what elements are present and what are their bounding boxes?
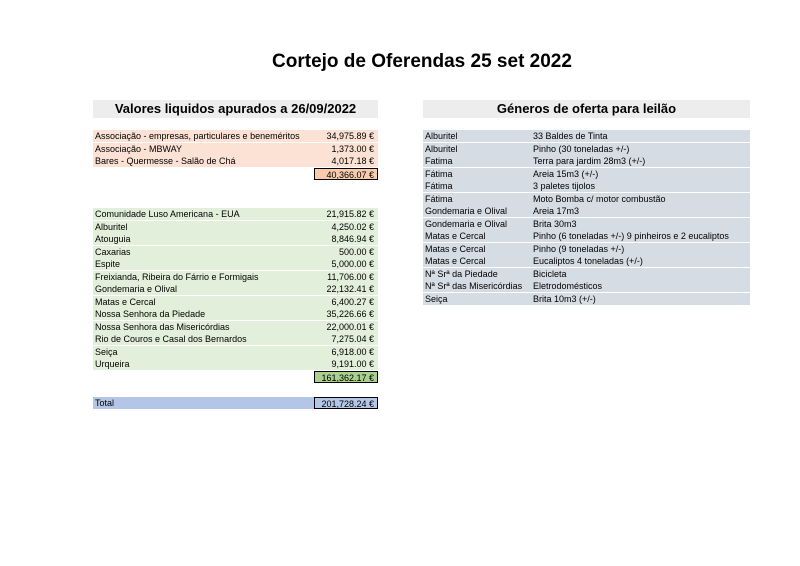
goods-place: Seiça bbox=[425, 293, 448, 304]
goods-row bbox=[423, 205, 750, 217]
place-row bbox=[93, 221, 378, 233]
association-row bbox=[93, 155, 378, 167]
place-value: 6,918.00 € bbox=[331, 346, 374, 357]
goods-item: Eletrodomésticos bbox=[533, 281, 603, 291]
goods-row bbox=[423, 130, 750, 142]
goods-place: Matas e Cercal bbox=[425, 256, 486, 266]
place-value: 500.00 € bbox=[338, 246, 374, 257]
goods-item: Terra para jardim 28m3 (+/-) bbox=[533, 156, 646, 166]
place-value: 22,132.41 € bbox=[326, 284, 374, 294]
goods-row bbox=[423, 230, 750, 242]
association-row bbox=[93, 143, 378, 155]
place-row bbox=[93, 233, 378, 245]
goods-item: Pinho (6 toneladas +/-) 9 pinheiros e 2 eucaliptos bbox=[533, 231, 729, 241]
place-row bbox=[93, 333, 378, 345]
place-value: 5,000.00 € bbox=[331, 259, 374, 269]
place-value: 9,191.00 € bbox=[331, 359, 374, 369]
goods-row bbox=[423, 180, 750, 192]
goods-row bbox=[423, 193, 750, 205]
association-label: Bares - Quermesse - Salão de Chá bbox=[95, 156, 236, 166]
association-value: 4,017.18 € bbox=[331, 156, 374, 166]
left-section-header: Valores liquidos apurados a 26/09/2022 bbox=[93, 100, 378, 118]
associations-subtotal: 40,366.07 € bbox=[314, 168, 378, 180]
place-row bbox=[93, 296, 378, 308]
goods-item: Eucaliptos 4 toneladas (+/-) bbox=[533, 256, 643, 266]
goods-row bbox=[423, 218, 750, 230]
goods-place: Fátima bbox=[425, 168, 453, 179]
goods-place: Gondemaria e Olival bbox=[425, 206, 508, 216]
place-label: Comunidade Luso Americana - EUA bbox=[95, 209, 240, 219]
place-value: 11,706.00 € bbox=[327, 271, 374, 282]
place-row bbox=[93, 321, 378, 333]
places-subtotal: 161,362.17 € bbox=[314, 371, 378, 383]
place-label: Caxarias bbox=[95, 246, 131, 257]
goods-item: 33 Baldes de Tinta bbox=[533, 131, 608, 141]
place-label: Matas e Cercal bbox=[95, 296, 156, 307]
goods-place: Fátima bbox=[425, 181, 453, 191]
place-label: Rio de Couros e Casal dos Bernardos bbox=[95, 334, 247, 344]
place-value: 4,250.02 € bbox=[331, 221, 374, 232]
place-label: Seiça bbox=[95, 346, 118, 357]
association-label: Associação - MBWAY bbox=[95, 143, 183, 154]
goods-item: Brita 10m3 (+/-) bbox=[533, 293, 596, 304]
association-value: 34,975.89 € bbox=[326, 131, 374, 141]
place-row bbox=[93, 308, 378, 320]
place-label: Atouguia bbox=[95, 234, 131, 244]
goods-row bbox=[423, 143, 750, 155]
goods-place: Matas e Cercal bbox=[425, 243, 486, 254]
place-value: 6,400.27 € bbox=[331, 296, 374, 307]
place-value: 8,846.94 € bbox=[331, 234, 374, 244]
place-row bbox=[93, 358, 378, 370]
place-value: 21,915.82 € bbox=[326, 209, 374, 219]
goods-row bbox=[423, 280, 750, 292]
total-value: 201,728.24 € bbox=[314, 397, 378, 409]
goods-item: Pinho (9 toneladas +/-) bbox=[533, 243, 625, 254]
goods-item: Pinho (30 toneladas +/-) bbox=[533, 143, 630, 154]
goods-row bbox=[423, 155, 750, 167]
place-label: Alburitel bbox=[95, 221, 128, 232]
place-row bbox=[93, 208, 378, 220]
place-label: Freixianda, Ribeira do Fárrio e Formigais bbox=[95, 271, 259, 282]
goods-place: Fátima bbox=[425, 193, 453, 204]
place-value: 22,000.01 € bbox=[326, 321, 374, 332]
goods-row bbox=[423, 255, 750, 267]
goods-place: Nª Srª da Piedade bbox=[425, 268, 498, 279]
total-label: Total bbox=[95, 398, 115, 408]
place-value: 7,275.04 € bbox=[331, 334, 374, 344]
place-label: Urqueira bbox=[95, 359, 130, 369]
goods-place: Alburitel bbox=[425, 131, 458, 141]
place-label: Nossa Senhora das Misericórdias bbox=[95, 321, 230, 332]
goods-place: Gondemaria e Olival bbox=[425, 218, 508, 229]
goods-item: Areia 17m3 bbox=[533, 206, 580, 216]
goods-place: Matas e Cercal bbox=[425, 231, 486, 241]
goods-item: Bicicleta bbox=[533, 268, 567, 279]
goods-row bbox=[423, 268, 750, 280]
goods-row bbox=[423, 243, 750, 255]
place-label: Nossa Senhora da Piedade bbox=[95, 309, 206, 319]
goods-item: Areia 15m3 (+/-) bbox=[533, 168, 599, 179]
goods-place: Alburitel bbox=[425, 143, 458, 154]
goods-item: 3 paletes tijolos bbox=[533, 181, 596, 191]
goods-place: Fatima bbox=[425, 156, 453, 166]
total-row bbox=[93, 397, 314, 409]
place-row bbox=[93, 271, 378, 283]
association-label: Associação - empresas, particulares e beneméritos bbox=[95, 131, 300, 141]
place-row bbox=[93, 246, 378, 258]
page-title: Cortejo de Oferendas 25 set 2022 bbox=[272, 51, 572, 72]
goods-row bbox=[423, 293, 750, 305]
association-row bbox=[93, 130, 378, 142]
place-row bbox=[93, 283, 378, 295]
association-value: 1,373.00 € bbox=[331, 143, 374, 154]
place-row bbox=[93, 346, 378, 358]
goods-item: Moto Bomba c/ motor combustão bbox=[533, 193, 666, 204]
right-section-header: Géneros de oferta para leilão bbox=[423, 100, 750, 118]
place-label: Espite bbox=[95, 259, 121, 269]
goods-row bbox=[423, 168, 750, 180]
goods-item: Brita 30m3 bbox=[533, 218, 577, 229]
place-label: Gondemaria e Olival bbox=[95, 284, 178, 294]
place-row bbox=[93, 258, 378, 270]
goods-place: Nª Srª das Misericórdias bbox=[425, 281, 523, 291]
place-value: 35,226.66 € bbox=[326, 309, 374, 319]
